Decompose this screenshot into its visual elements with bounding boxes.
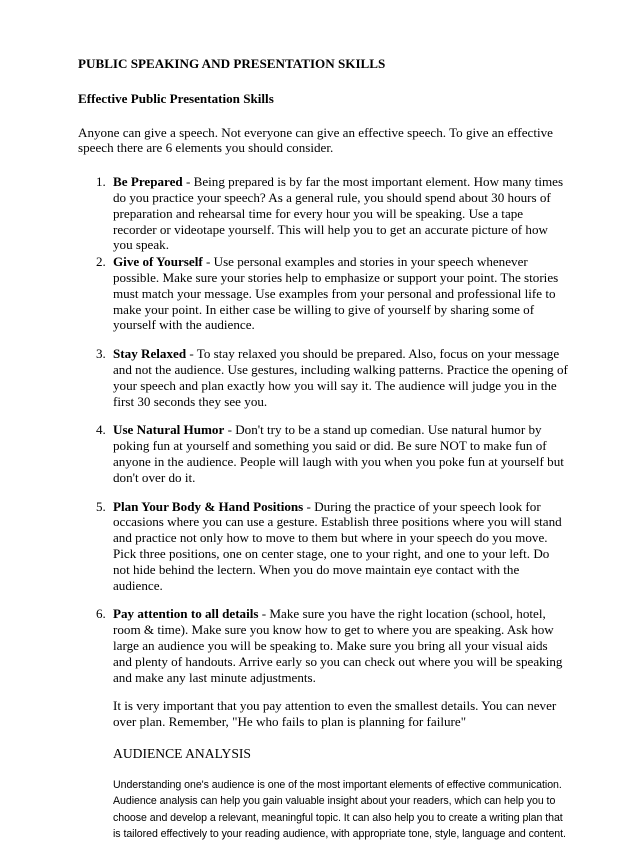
- list-item-text: - Use personal examples and stories in your speech whenever possible. Make sure your stories help to emphasize or support your point. The stories must match your message. Use examples from your personal and professional life to make your point. In either case be willing to give of yourself by sharing some of yourself with the audience.: [113, 254, 559, 333]
- list-item: [78, 254, 568, 333]
- list-item-number: 5.: [96, 498, 106, 514]
- list-item-number: 3.: [96, 346, 106, 362]
- list-item: [78, 174, 568, 253]
- elements-list: [78, 174, 568, 685]
- list-item-term: Use Natural Humor: [113, 422, 225, 438]
- list-item-text: - Don't try to be a stand up comedian. Use natural humor by poking fun at yourself and something you said or did. Be sure NOT to make fun of anyone in the audience. People will laugh with you when you poke fun at yourself but don't over do it.: [113, 422, 564, 485]
- closing-paragraph: It is very important that you pay attention to even the smallest details. You can never over plan. Remember, "He who fails to plan is planning for failure": [113, 698, 557, 730]
- list-item-term: Stay Relaxed: [113, 346, 187, 362]
- list-item: [78, 606, 568, 685]
- list-item-number: 1.: [96, 174, 106, 190]
- closing-section: [78, 698, 568, 843]
- list-item: [78, 346, 568, 409]
- audience-analysis-paragraph: Understanding one's audience is one of the most important elements of effective communication. Audience analysis can help you gain valuable insight about your readers, which can help you to choose and develop a relevant, meaningful topic. It can also help you to create a writing plan that is tailored effectively to your reading audience, with appropriate tone, style, language and content.: [113, 778, 566, 841]
- list-item-text: - During the practice of your speech look for occasions where you can use a gesture. Establish three positions where you will stand and practice not only how to move to them but where in your speech do you move. Pick three positions, one on center stage, one to your right, and one to your left. Do not hide behind the lectern. When you do move maintain eye contact with the audience.: [113, 498, 562, 593]
- list-item-number: 4.: [96, 422, 106, 438]
- list-item-term: Be Prepared: [113, 174, 183, 190]
- document-page: [78, 56, 568, 843]
- list-item-text: - Make sure you have the right location (school, hotel, room & time). Make sure you know how to get to where you are speaking. Ask how large an audience you will be speaking to. Make sure you bring all your visual aids and plenty of handouts. Arrive early so you can check out where you will be speaking and make any last minute adjustments.: [113, 606, 563, 685]
- list-item-term: Pay attention to all details: [113, 606, 259, 622]
- list-item-text: - To stay relaxed you should be prepared. Also, focus on your message and not the audience. Use gestures, including walking patterns. Practice the opening of your speech and plan exactly how you will say it. The audience will judge you in the first 30 seconds they see you.: [113, 346, 568, 409]
- intro-paragraph: Anyone can give a speech. Not everyone can give an effective speech. To give an effective speech there are 6 elements you should consider.: [78, 124, 553, 156]
- document-title: PUBLIC SPEAKING AND PRESENTATION SKILLS: [78, 56, 386, 71]
- document-subtitle: Effective Public Presentation Skills: [78, 90, 274, 106]
- list-item: [78, 422, 568, 485]
- audience-analysis-heading: AUDIENCE ANALYSIS: [113, 745, 251, 761]
- list-item-number: 6.: [96, 606, 106, 622]
- list-item: [78, 499, 568, 594]
- list-item-term: Give of Yourself: [113, 254, 203, 270]
- list-item-text: - Being prepared is by far the most important element. How many times do you practice your speech? As a general rule, you should spend about 30 hours of preparation and rehearsal time for every hour you will be speaking. Use a tape recorder or videotape yourself. This will help you to get an accurate picture of how you speak.: [113, 174, 564, 253]
- list-item-term: Plan Your Body & Hand Positions: [113, 498, 304, 514]
- list-item-number: 2.: [96, 254, 106, 270]
